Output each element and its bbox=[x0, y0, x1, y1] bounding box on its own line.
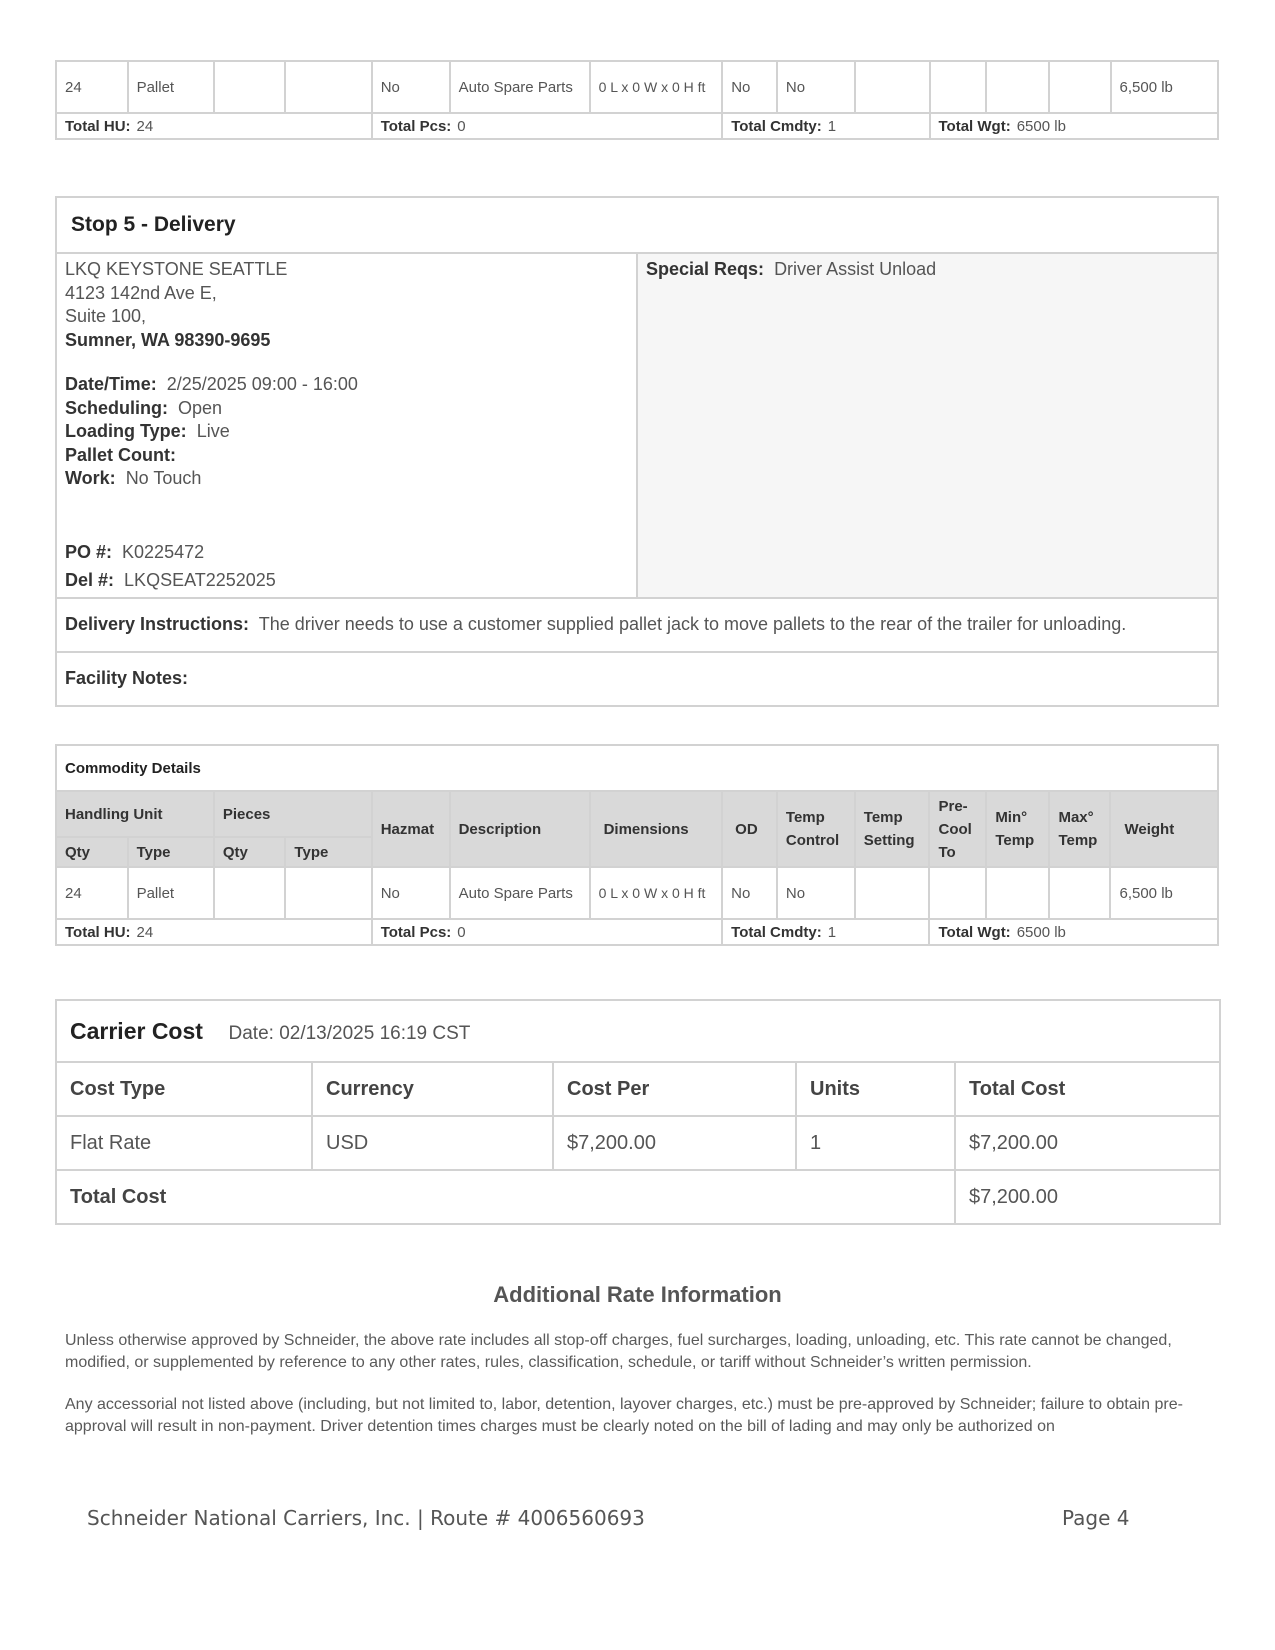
field-datetime: Date/Time: 2/25/2025 09:00 - 16:00 bbox=[65, 374, 358, 394]
commodity-details-table: Commodity Details Handling Unit Pieces Hazmat Description Dimensions OD Temp Control Temp Setting Pre- Cool To Min° Temp Max° Temp Weight Qty Type Qty Type 24 Pallet No Auto Spare Parts 0 L x 0 W x 0 H ft No No 6,500 lb Total HU: 24 Total Pcs: 0 Total Cmdty: 1 Total Wgt: 6500 lb bbox=[55, 744, 1219, 946]
table-row: 24 Pallet No Auto Spare Parts 0 L x 0 W x 0 H ft No No 6,500 lb bbox=[56, 867, 1218, 919]
field-work: Work: No Touch bbox=[65, 468, 202, 488]
carrier-cost-table bbox=[55, 999, 1221, 1225]
carrier-cost-date: Date: 02/13/2025 16:19 CST bbox=[228, 1022, 471, 1044]
field-po: PO #: K0225472 bbox=[65, 541, 205, 562]
footer-page-number: Page 4 bbox=[1062, 1506, 1130, 1530]
total-row: Total Cost $7,200.00 bbox=[56, 1170, 1220, 1224]
footer-company-route: Schneider National Carriers, Inc. | Route # 4006560693 bbox=[87, 1506, 645, 1530]
totals-row: Total HU: 24 Total Pcs: 0 Total Cmdty: 1 Total Wgt: 6500 lb bbox=[56, 919, 1218, 945]
header-row: Cost Type Currency Cost Per Units Total Cost bbox=[56, 1062, 1220, 1116]
commodity-table-continued bbox=[55, 60, 1219, 140]
table-row: Flat Rate USD $7,200.00 1 $7,200.00 bbox=[56, 1116, 1220, 1170]
field-pallet-count: Pallet Count: bbox=[65, 444, 176, 465]
delivery-instructions: Delivery Instructions: The driver needs to use a customer supplied pallet jack to move pallets to the rear of the trailer for unloading. bbox=[56, 598, 1218, 652]
additional-rate-paragraph-2: Any accessorial not listed above (including, but not limited to, labor, detention, layover charges, etc.) must be pre-approved by Schneider; failure to obtain pre-approval will result in non-payment. Driver detention times charges must be clearly noted on the bill of lading and may only be authorized on bbox=[65, 1396, 1183, 1435]
stop-address-block bbox=[56, 253, 637, 598]
stop-title: Stop 5 - Delivery bbox=[56, 197, 1218, 253]
commodity-title: Commodity Details bbox=[56, 745, 1218, 791]
special-reqs: Special Reqs: Driver Assist Unload bbox=[637, 253, 1218, 598]
stop-section bbox=[55, 196, 1219, 707]
additional-rate-title: Additional Rate Information bbox=[493, 1282, 782, 1307]
additional-rate-paragraph-1: Unless otherwise approved by Schneider, the above rate includes all stop-off charges, fuel surcharges, loading, unloading, etc. This rate cannot be changed, modified, or supplemented by reference to any other rates, rules, classification, schedule, or tariff without Schneider’s written permission. bbox=[65, 1332, 1172, 1371]
field-scheduling: Scheduling: Open bbox=[65, 397, 223, 418]
totals-row: Total HU: 24 Total Pcs: 0 Total Cmdty: 1 Total Wgt: 6500 lb bbox=[56, 113, 1218, 139]
stop-name: LKQ KEYSTONE SEATTLE bbox=[65, 259, 288, 279]
table-row: 24 Pallet No Auto Spare Parts 0 L x 0 W x 0 H ft No No 6,500 lb bbox=[56, 61, 1218, 113]
facility-notes: Facility Notes: bbox=[56, 652, 1218, 706]
address-line1: 4123 142nd Ave E, bbox=[65, 282, 217, 303]
field-loading-type: Loading Type: Live bbox=[65, 421, 230, 441]
field-del: Del #: LKQSEAT2252025 bbox=[65, 570, 276, 590]
header-row: Handling Unit Pieces Hazmat Description Dimensions OD Temp Control Temp Setting Pre- Cool To Min° Temp Max° Temp Weight bbox=[56, 791, 1218, 837]
carrier-cost-title: Carrier Cost bbox=[70, 1017, 203, 1044]
address-line2: Suite 100, bbox=[65, 306, 147, 326]
address-city: Sumner, WA 98390-9695 bbox=[65, 329, 271, 350]
